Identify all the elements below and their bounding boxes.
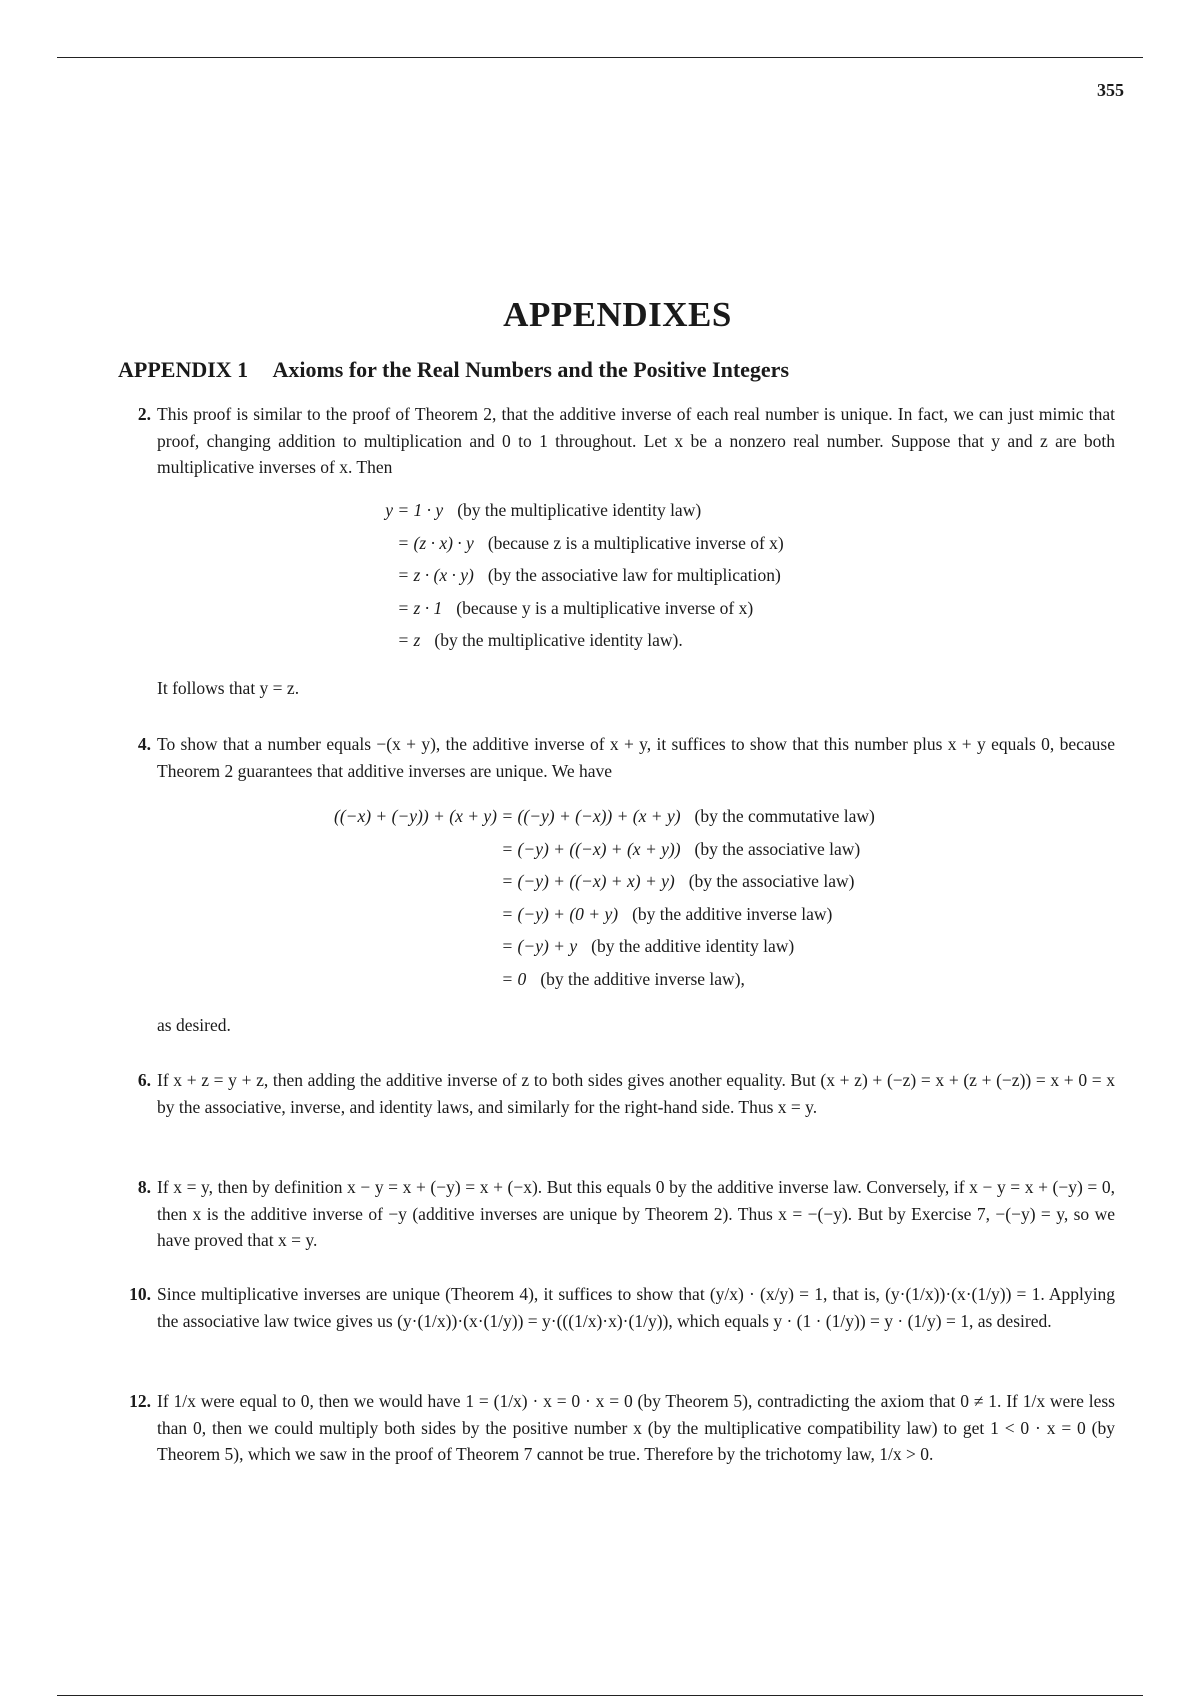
exercise-item-8	[137, 1174, 1115, 1254]
bottom-rule	[57, 1695, 1143, 1696]
equation-row: = z · 1 (because y is a multiplicative inverse of x)	[397, 597, 754, 618]
equation-row: = z (by the multiplicative identity law).	[397, 630, 683, 650]
top-rule	[57, 57, 1143, 58]
section-title: Axioms for the Real Numbers and the Positive Integers	[272, 357, 790, 382]
exercise-item-10	[129, 1281, 1115, 1334]
equation-block-2	[373, 494, 784, 657]
exercise-text: If 1/x were equal to 0, then we would have 1 = (1/x) · x = 0 · x = 0 (by Theorem 5), contradicting the axiom that 0 ≠ 1. If 1/x were less than 0, then we could multiply both sides by the positive number x (by the multiplicative compatibility law) to get 1 < 0 · x = 0 (by Theorem 5), which we saw in the proof of Theorem 7 cannot be true. Therefore by the trichotomy law, 1/x > 0.	[157, 1391, 1115, 1464]
equation-block-4	[282, 800, 875, 995]
exercise-item-6	[137, 1067, 1115, 1120]
exercise-text: Since multiplicative inverses are unique (Theorem 4), it suffices to show that (y/x) · (x/y) = 1, that is, (y·(1/x))·(x·(1/y)) = 1. Applying the associative law twice gives us (y·(1/x))·(x·(1/y)) = y·(((1/x)·x)·(1/y)), which equals y · (1 · (1/y)) = y · (1/y) = 1, as desired.	[157, 1284, 1115, 1331]
equation-row: = (−y) + ((−x) + x) + y) (by the associative law)	[501, 871, 855, 891]
exercise-number: 6.	[137, 1070, 151, 1090]
equation-row: = (z · x) · y (because z is a multiplicative inverse of x)	[397, 532, 784, 553]
exercise-conclusion: It follows that y = z.	[157, 678, 300, 698]
equation-row: = (−y) + (0 + y) (by the additive inverse law)	[501, 903, 833, 924]
exercise-number: 10.	[129, 1284, 151, 1304]
exercise-text: This proof is similar to the proof of Theorem 2, that the additive inverse of each real number is unique. In fact, we can just mimic that proof, changing addition to multiplication and 0 to 1 throughout. Let x be a nonzero real number. Suppose that y and z are both multiplicative inverses of x. Then	[157, 404, 1115, 477]
equation-row: ((−x) + (−y)) + (x + y) = ((−y) + (−x)) + (x + y) (by the commutative law)	[334, 806, 875, 826]
exercise-number: 2.	[137, 404, 151, 424]
exercise-item-4	[137, 731, 1115, 784]
exercise-number: 4.	[137, 734, 151, 754]
exercise-text: If x = y, then by definition x − y = x + (−y) = x + (−x). But this equals 0 by the additive inverse law. Conversely, if x − y = x + (−y) = 0, then x is the additive inverse of −y (additive inverses are unique by Theorem 2). Thus x = −(−y). But by Exercise 7, −(−y) = y, so we have proved that x = y.	[157, 1177, 1115, 1250]
exercise-conclusion: as desired.	[157, 1015, 231, 1035]
equation-row: = (−y) + y (by the additive identity law)	[501, 936, 795, 956]
page-title: APPENDIXES	[503, 295, 732, 334]
page-number: 355	[1097, 80, 1124, 100]
section-label: APPENDIX 1	[118, 357, 249, 382]
exercise-text: To show that a number equals −(x + y), the additive inverse of x + y, it suffices to show that this number plus x + y equals 0, because Theorem 2 guarantees that additive inverses are unique. We have	[157, 734, 1115, 781]
equation-row: = 0 (by the additive inverse law),	[501, 968, 745, 989]
equation-row: y = 1 · y (by the multiplicative identity law)	[385, 500, 702, 520]
exercise-item-2	[137, 401, 1115, 481]
exercise-number: 12.	[129, 1391, 151, 1411]
section-heading	[118, 357, 789, 383]
equation-row: = (−y) + ((−x) + (x + y)) (by the associative law)	[501, 838, 861, 859]
exercise-item-12	[129, 1388, 1115, 1468]
exercise-text: If x + z = y + z, then adding the additive inverse of z to both sides gives another equality. But (x + z) + (−z) = x + (z + (−z)) = x + 0 = x by the associative, inverse, and identity laws, and similarly for the right-hand side. Thus x = y.	[157, 1070, 1115, 1117]
equation-row: = z · (x · y) (by the associative law for multiplication)	[397, 565, 781, 585]
exercise-number: 8.	[137, 1177, 151, 1197]
